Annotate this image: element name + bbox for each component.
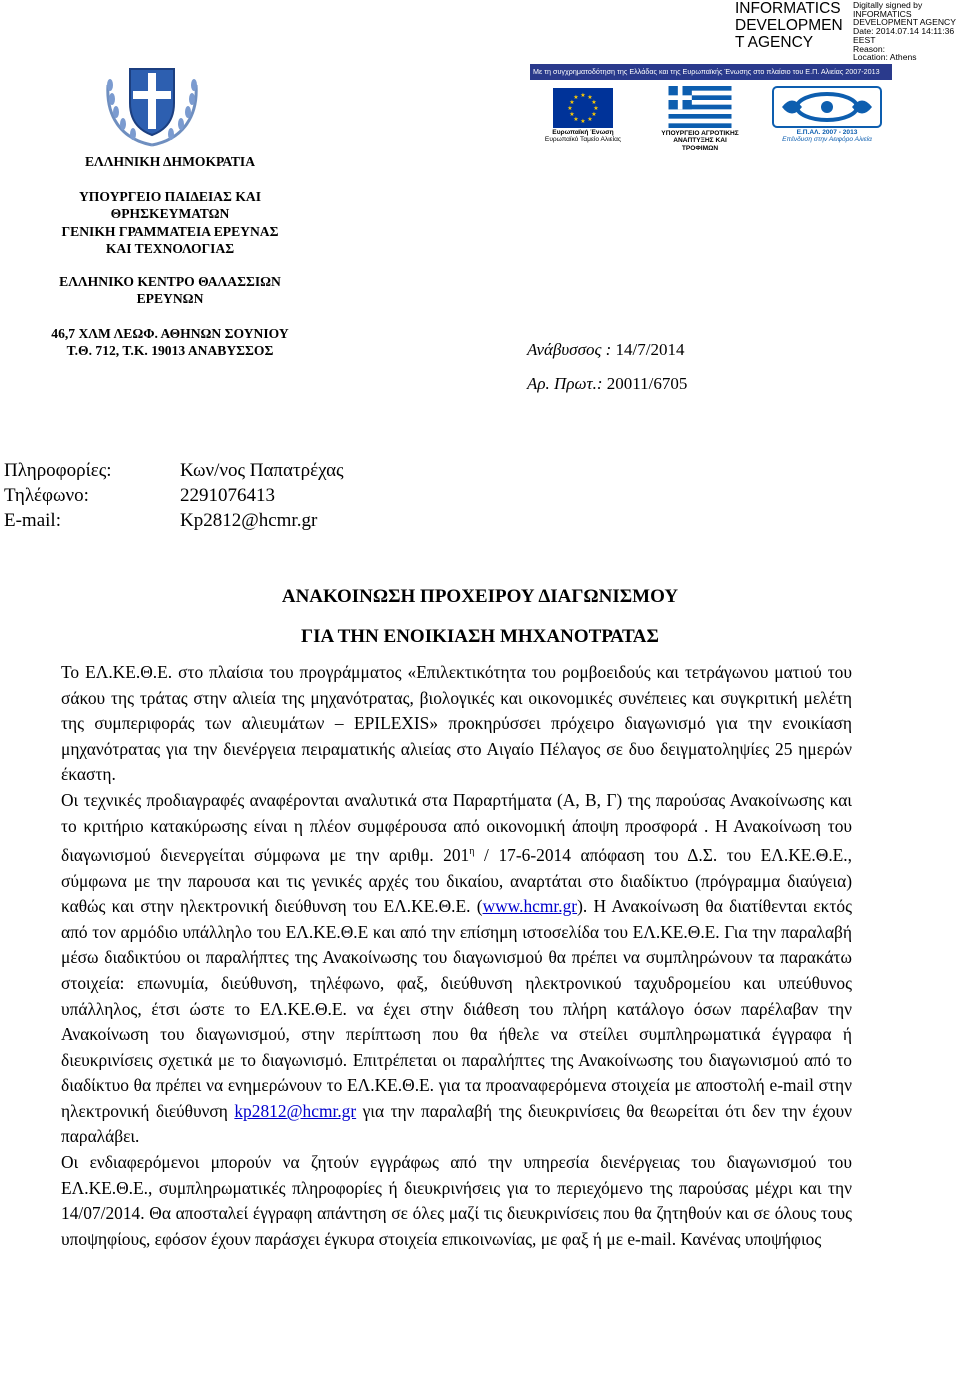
centre-line: ΕΡΕΥΝΩΝ (136, 291, 204, 307)
info-label: Πληροφορίες: (4, 460, 112, 481)
email-link[interactable]: kp2812@hcmr.gr (234, 1100, 357, 1121)
eu-caption-line: Ευρωπαϊκή Ένωση (552, 129, 614, 136)
signature-org-line: DEVELOPMEN (735, 17, 843, 34)
ministry-caption (655, 130, 745, 152)
body-text: για την παραλαβή της διευκρινίσεις θα θεωρείται ότι δεν την έχουν παραλάβει. (61, 1100, 853, 1147)
cofinance-text: Με τη συγχρηματοδότηση της Ελλάδας και της Ευρωπαϊκής Ένωσης στο πλαίσιο του Ε.Π. Αλιείας 2007-2013 (533, 67, 880, 76)
address-line: 46,7 ΧΛΜ ΛΕΩΦ. ΑΘΗΝΩΝ ΣΟΥΝΙΟΥ (51, 326, 289, 341)
epal-caption (772, 129, 882, 144)
body-text: / 17-6-2014 απόφαση του Δ.Σ. του ΕΛ.ΚΕ.Θ.Ε., σύμφωνα με την παρουσα και τις γενικές αρχές του δικαίου, αναρτάται στο διαδίκτυο (πρόγραμμα διαύγεια) καθώς και στην ηλεκτρονική διεύθυνση του ΕΛ.ΚΕ.Θ.Ε. ( (61, 844, 853, 917)
cofinance-banner (530, 64, 892, 80)
signature-org-line: INFORMATICS (735, 0, 841, 17)
svg-text:★: ★ (569, 99, 575, 106)
country-name (38, 153, 302, 170)
svg-text:★: ★ (587, 94, 593, 101)
signature-detail-line: Location: Athens (853, 52, 917, 63)
svg-text:★: ★ (569, 111, 575, 118)
greek-flag-icon (668, 86, 732, 128)
svg-text:★: ★ (580, 92, 586, 99)
announcement-subtitle: ΓΙΑ ΤΗΝ ΕΝΟΙΚΙΑΣΗ ΜΗΧΑΝΟΤΡΑΤΑΣ (301, 626, 659, 647)
phone-value: 2291076413 (180, 485, 275, 506)
phone-label: Τηλέφωνο: (4, 485, 89, 506)
signature-detail-line: INFORMATICS (853, 8, 912, 19)
website-link[interactable]: www.hcmr.gr (482, 896, 578, 917)
date-label: Ανάβυσσος : (527, 340, 616, 359)
body-paragraph: Οι ενδιαφερόμενοι μπορούν να ζητούν εγγράφως από την υπηρεσία διενέργειας του διαγωνισμού του ΕΛ.ΚΕ.Θ.Ε., συμπληρωματικές πληροφορίες ή διευκρινήσεις για το περιεχόμενο της παρούσας μέχρι και την 14/07/2014. Θα αποσταλεί έγγραφη απάντηση σε όλες μαζί τις διευκρινίσεις που θα ζητηθούν και σε όλους τους υποψηφίους, εφόσον έχουν παράσχει έγκυρα στοιχεία επικοινωνίας, με φαξ ή με e-mail. Κανένας υποψήφιος (61, 1152, 852, 1249)
ministry-line: ΥΠΟΥΡΓΕΙΟ ΠΑΙΔΕΙΑΣ ΚΑΙ (78, 189, 262, 204)
eu-flag-icon (553, 88, 613, 128)
eu-caption-line: Ευρωπαϊκό Ταμείο Αλιείας (544, 136, 622, 144)
ministry-caption-line: ΑΝΑΠΤΥΞΗΣ ΚΑΙ ΤΡΟΦΙΜΩΝ (673, 137, 727, 152)
date-value: 14/7/2014 (615, 340, 685, 359)
ministry-line: ΚΑΙ ΤΕΧΝΟΛΟΓΙΑΣ (105, 241, 235, 257)
signature-detail-line: Digitally signed by (853, 0, 923, 10)
email-label: E-mail: (4, 510, 61, 531)
ministry-line: ΓΕΝΙΚΗ ΓΡΑΜΜΑΤΕΙΑ ΕΡΕΥΝΑΣ (61, 223, 279, 239)
body-text: ). Η Ανακοίνωση θα διατίθενται εκτός από τον αρμόδιο υπάλληλο του ΕΛ.ΚΕ.Θ.Ε και από την επίσημη ιστοσελίδα του ΕΛ.ΚΕ.Θ.Ε. Για την παραλαβή μέσω διαδικτύου οι παραλήπτες της Ανακοίνωσης του διαγωνισμού θα πρέπει να συμπληρώνουν τα παρακάτω στοιχεία: επωνυμία, διεύθυνση, τηλέφωνο, φαξ, διεύθυνση ηλεκτρονικού ταχυδρομείου και υπεύθυνος υπάλληλος, έτσι ώστε το ΕΛ.ΚΕ.Θ.Ε. να έχει στην διάθεση του πλήρη κατάλογο όσων παρέλαβαν την Ανακοίνωση του διαγωνισμού, στην περίπτωση που θα ήθελε να στείλει συμπληρωματικά έγγραφα ή διευκρινίσεις σχετικά με το διαγωνισμό. Επιτρέπεται οι παραλήπτες της Ανακοίνωσης του διαγωνισμού από το διαδίκτυο θα πρέπει να ενημερώνουν το ΕΛ.ΚΕ.Θ.Ε. για τα προαναφερόμενα στοιχεία με αποστολή e-mail στην ηλεκτρονική διεύθυνση (61, 896, 852, 1121)
signature-detail-line: EEST (853, 34, 876, 45)
protocol-label: Αρ. Πρωτ.: (527, 374, 603, 393)
ministry-caption-line: ΥΠΟΥΡΓΕΙΟ ΑΓΡΟΤΙΚΗΣ (661, 130, 739, 137)
signature-org-line: T AGENCY (735, 34, 814, 51)
svg-text:★: ★ (591, 111, 597, 118)
research-centre-name (38, 273, 302, 308)
email-value: Kp2812@hcmr.gr (180, 510, 318, 531)
ministry-line: ΘΡΗΣΚΕΥΜΑΤΩΝ (110, 206, 230, 222)
protocol-number (527, 374, 687, 394)
eu-caption (540, 129, 626, 144)
svg-text:★: ★ (573, 116, 579, 123)
epal-fish-logo-icon (772, 86, 882, 128)
announcement-title: ΑΝΑΚΟΙΝΩΣΗ ΠΡΟΧΕΙΡΟΥ ΔΙΑΓΩΝΙΣΜΟΥ (281, 586, 679, 607)
body-paragraph: Το ΕΛ.ΚΕ.Θ.Ε. στο πλαίσια του προγράμματος «Επιλεκτικότητα του ρομβοειδούς και τετράγωνου ματιού του σάκου της τράτας στην αλιεία της μηχανότρατας, βιολογικές και οικονομικές συνέπειες και συγκριτική μελέτη της συμπεριφοράς των αλιευμάτων – EPILEXIS» προκηρύσσει πρόχειρο διαγωνισμό για την ενοικίαση μηχανότρατας για την διενέργεια πειραματικής αλιείας στο Αιγαίο Πέλαγος σε δυο δειγματοληψίες 25 ημερών έκαστη. (61, 662, 852, 785)
info-value: Κων/νος Παπατρέχας (180, 460, 344, 481)
epal-caption-line: Επένδυση στην Αειφόρο Αλιεία (782, 136, 872, 144)
announcement-body (61, 660, 852, 1252)
svg-text:★: ★ (580, 118, 586, 125)
greek-coat-of-arms-icon (100, 55, 204, 149)
address-line: Τ.Θ. 712, Τ.Κ. 19013 ΑΝΑΒΥΣΣΟΣ (66, 343, 274, 359)
signature-detail-line: Reason: (853, 43, 886, 54)
postal-address (38, 325, 302, 360)
ordinal-superscript: η (469, 846, 475, 858)
ministry-name (38, 188, 302, 258)
signature-organization (735, 0, 853, 51)
signature-detail-line: DEVELOPMENT AGENCY (853, 17, 956, 28)
protocol-value: 20011/6705 (602, 374, 688, 393)
signature-detail-line: Date: 2014.07.14 14:11:36 (853, 26, 955, 37)
svg-text:★: ★ (587, 116, 593, 123)
epal-caption-line: Ε.Π.ΑΛ. 2007 - 2013 (796, 129, 858, 136)
document-date (527, 340, 684, 360)
svg-text:★: ★ (567, 105, 573, 112)
country-name-line: ΕΛΛΗΝΙΚΗ ΔΗΜΟΚΡΑΤΙΑ (84, 154, 256, 169)
body-text: Οι τεχνικές προδιαγραφές αναφέρονται αναλυτικά στα Παραρτήματα (Α, Β, Γ) της παρούσας Ανακοίνωσης και το κριτήριο κατακύρωσης είναι η πλέον συμφέρουσα από οικονομική άποψη προσφορά . Η Ανακοίνωση του διαγωνισμού διενεργείται σύμφωνα με την αριθμ. 201 (61, 789, 852, 865)
svg-text:★: ★ (591, 99, 597, 106)
centre-line: ΕΛΛΗΝΙΚΟ ΚΕΝΤΡΟ ΘΑΛΑΣΣΙΩΝ (59, 274, 281, 289)
body-paragraph (61, 788, 852, 1150)
svg-text:★: ★ (573, 94, 579, 101)
signature-details (853, 1, 960, 62)
svg-text:★: ★ (593, 105, 599, 112)
